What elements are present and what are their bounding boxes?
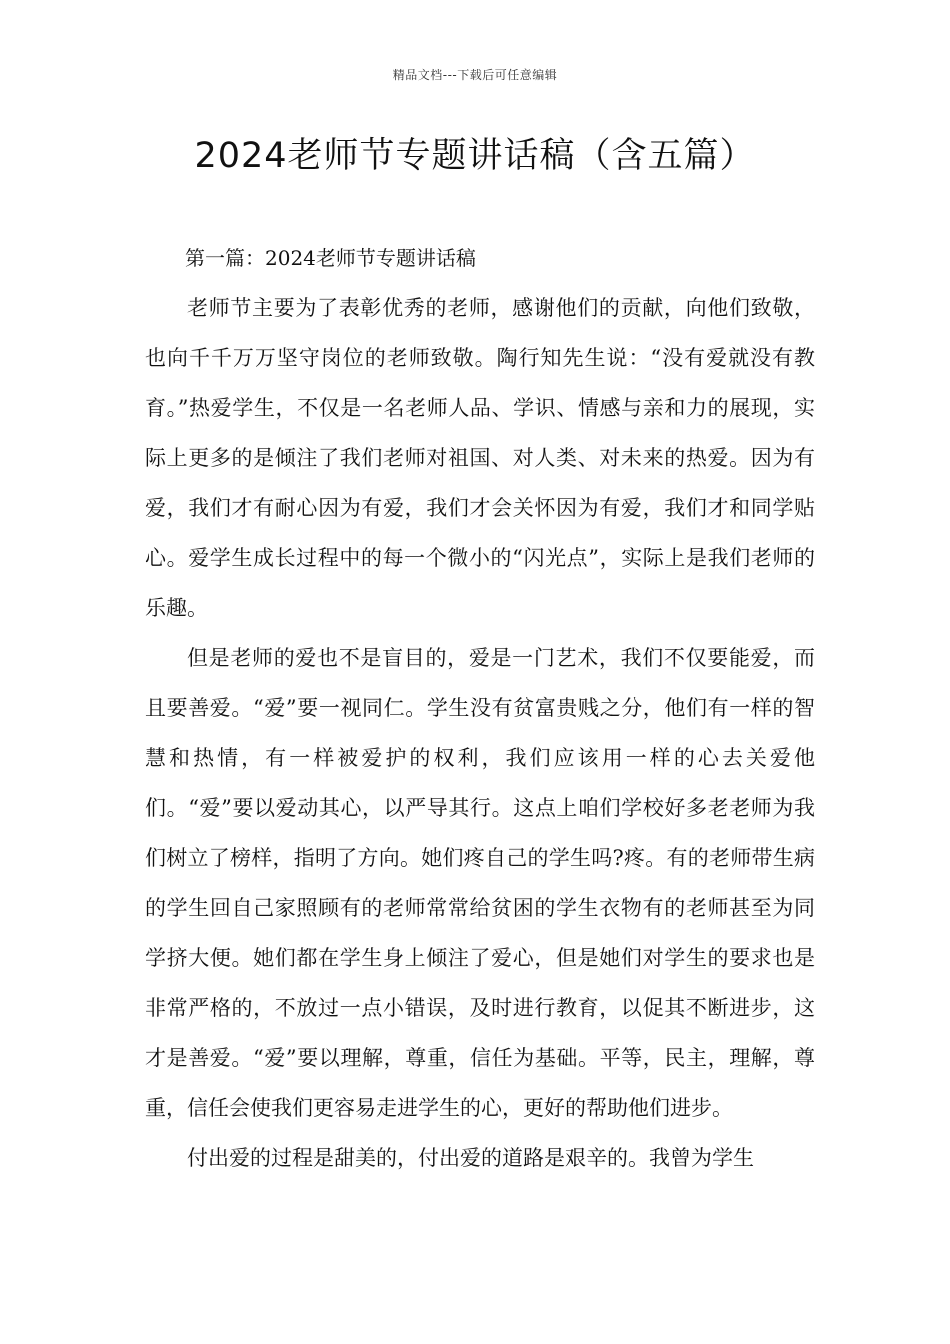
paragraph-1: 老师节主要为了表彰优秀的老师，感谢他们的贡献，向他们致敬，也向千千万万坚守岗位的老师致敬。陶行知先生说：“没有爱就没有教育。”热爱学生，不仅是一名老师人品、学识、情感与亲和力的展现，实际上更多的是倾注了我们老师对祖国、对人类、对未来的热爱。因为有爱，我们才有耐心因为有爱，我们才会关怀因为有爱，我们才和同学贴心。爱学生成长过程中的每一个微小的“闪光点”，实际上是我们老师的乐趣。 [145, 296, 815, 620]
paragraph-3: 付出爱的过程是甜美的，付出爱的道路是艰辛的。我曾为学生 [187, 1146, 754, 1170]
header-note: 精品文档---下载后可任意编辑 [392, 68, 558, 82]
document-body [145, 233, 815, 1183]
section-heading: 第一篇：2024老师节专题讲话稿 [185, 246, 476, 270]
paragraph-2: 但是老师的爱也不是盲目的，爱是一门艺术，我们不仅要能爱，而且要善爱。“爱”要一视同仁。学生没有贫富贵贱之分，他们有一样的智慧和热情，有一样被爱护的权利，我们应该用一样的心去关爱他们。“爱”要以爱动其心，以严导其行。这点上咱们学校好多老老师为我们树立了榜样，指明了方向。她们疼自己的学生吗?疼。有的老师带生病的学生回自己家照顾有的老师常常给贫困的学生衣物有的老师甚至为同学挤大便。她们都在学生身上倾注了爱心，但是她们对学生的要求也是非常严格的，不放过一点小错误，及时进行教育，以促其不断进步，这才是善爱。“爱”要以理解，尊重，信任为基础。平等，民主，理解，尊重，信任会使我们更容易走进学生的心，更好的帮助他们进步。 [145, 646, 815, 1120]
document-title: 2024老师节专题讲话稿（含五篇） [194, 136, 756, 176]
